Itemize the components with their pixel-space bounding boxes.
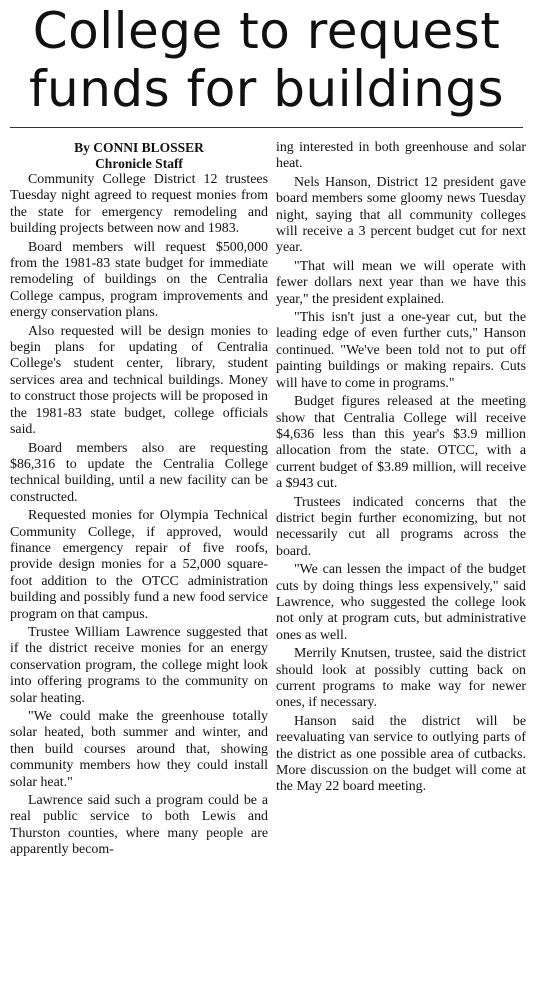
paragraph: Community College District 12 trustees Tuesday night agreed to request monies from the state for emergency remodeling and building projects between now and 1983. [10, 172, 268, 237]
byline-staff: Chronicle Staff [95, 156, 183, 171]
article-column-left [10, 140, 268, 861]
paragraph: "We can lessen the impact of the budget cuts by doing things less expensively," said Lawrence, who suggested the college look not only at program cuts, but administrative ones as well. [276, 562, 526, 643]
paragraph: Lawrence said such a program could be a real public service to both Lewis and Thurston counties, where many people are apparently becom- [10, 793, 268, 858]
paragraph: Trustee William Lawrence suggested that if the district receive monies for an energy conservation program, the college might look into offering programs to the community on solar heating. [10, 624, 268, 706]
paragraph: Hanson said the district will be reevaluating van service to outlying parts of the district as one possible area of cutbacks. More discussion on the budget will come at the May 22 board meeting. [276, 713, 526, 795]
paragraph: Also requested will be design monies to begin plans for updating of Centralia College's student center, library, student services area and technical buildings. Money to construct those projects will be proposed in the 1981-83 state budget, college officials said. [10, 323, 268, 438]
paragraph: Nels Hanson, District 12 president gave board members some gloomy news Tuesday night, saying that all community colleges will receive a 3 percent budget cut for next year. [276, 174, 526, 256]
byline-author: By CONNI BLOSSER [74, 140, 204, 155]
paragraph: "That will mean we will operate with fewer dollars next year than we have this year," the president explained. [276, 258, 526, 307]
paragraph: "This isn't just a one-year cut, but the leading edge of even further cuts," Hanson continued. "We've been told not to put off painting buildings or making repairs. Cuts will have to come in programs." [276, 310, 526, 391]
article-column-right [276, 140, 526, 798]
paragraph-continuation: ing interested in both greenhouse and solar heat. [276, 140, 526, 172]
paragraph: Requested monies for Olympia Technical Community College, if approved, would finance emergency repair of five roofs, provide design monies for a 52,000 square-foot addition to the OTCC administration building and possibly fund a new food service program on that campus. [10, 508, 268, 622]
paragraph: Budget figures released at the meeting show that Centralia College will receive $4,636 less than this year's $3.9 million allocation from the state. OTCC, with a current budget of $3.89 million, will receive a $943 cut. [276, 394, 526, 492]
paragraph: Trustees indicated concerns that the district begin further economizing, but not necessarily cut all programs across the board. [276, 494, 526, 559]
paragraph: Merrily Knutsen, trustee, said the district should look at possibly cutting back on current programs to make way for newer ones, if necessary. [276, 646, 526, 711]
paragraph: "We could make the greenhouse totally solar heated, both summer and winter, and then build courses around that, showing community members how they could install solar heat." [10, 709, 268, 790]
paragraph: Board members also are requesting $86,316 to update the Centralia College technical building, until a new facility can be constructed. [10, 440, 268, 505]
headline-line-2: funds for buildings [28, 60, 505, 118]
byline [10, 140, 268, 172]
paragraph: Board members will request $500,000 from the 1981-83 state budget for immediate remodeling of buildings on the Centralia College campus, program improvements and energy conservation plans. [10, 239, 268, 321]
headline-line-1: College to request [32, 2, 501, 60]
headline [0, 2, 533, 118]
headline-rule [10, 127, 523, 128]
